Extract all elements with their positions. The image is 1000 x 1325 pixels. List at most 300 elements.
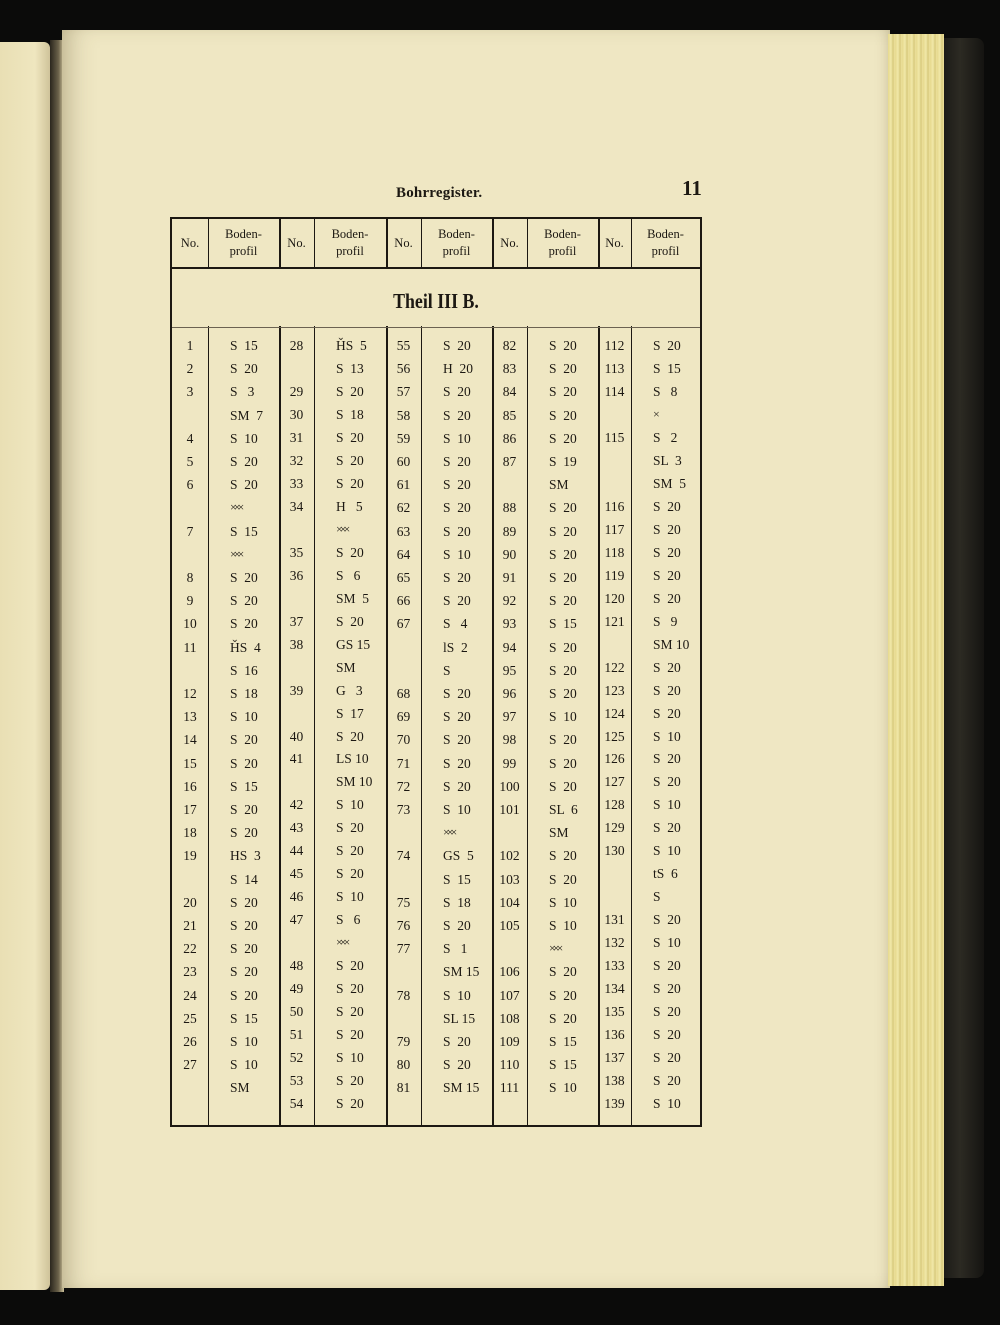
- bore-number: 119: [604, 567, 625, 583]
- bore-number: 63: [396, 523, 411, 539]
- soil-profile: S 1: [443, 941, 468, 957]
- soil-profile: S 10: [230, 709, 258, 725]
- page-number: 11: [682, 176, 702, 200]
- bore-number: 29: [289, 383, 304, 399]
- soil-profile: S 10: [443, 802, 471, 817]
- soil-profile: S 19: [549, 454, 577, 469]
- soil-profile: GS 5: [443, 848, 474, 864]
- soil-profile: S 6: [336, 567, 361, 583]
- header-no: [492, 219, 527, 267]
- bore-number: 115: [604, 429, 625, 445]
- bore-number: 73: [396, 802, 411, 817]
- soil-profile: S 20: [549, 570, 577, 585]
- soil-profile: S 20: [443, 384, 471, 400]
- soil-profile: S 20: [443, 338, 471, 353]
- bore-number: 13: [183, 709, 197, 725]
- bore-number: 37: [289, 613, 304, 629]
- soil-profile: S 20: [336, 1027, 364, 1043]
- soil-profile: S 20: [653, 544, 681, 560]
- soil-profile: SL 6: [549, 802, 578, 817]
- bore-number: 34: [289, 498, 304, 514]
- bore-number: 83: [502, 361, 517, 377]
- bore-number: 81: [396, 1080, 411, 1096]
- bore-number: 26: [183, 1034, 197, 1049]
- soil-profile: S 20: [443, 570, 471, 585]
- bore-number: 43: [289, 820, 304, 836]
- bore-number: 92: [502, 593, 517, 609]
- bore-number: 22: [183, 941, 197, 957]
- soil-profile: S 20: [336, 544, 364, 560]
- bore-number: 31: [289, 429, 304, 445]
- facing-page-edge: [0, 42, 50, 1290]
- bore-number: 61: [396, 477, 411, 493]
- header-profile: [631, 219, 700, 267]
- soil-profile: S 10: [443, 430, 471, 446]
- bore-number: 98: [502, 732, 517, 748]
- header-no: [279, 219, 314, 267]
- soil-profile: S 20: [549, 338, 577, 353]
- soil-profile: S 9: [653, 613, 678, 629]
- bore-number: 131: [604, 912, 625, 928]
- soil-profile: S 20: [230, 941, 258, 957]
- soil-profile: S 20: [549, 523, 577, 539]
- bore-number: 108: [499, 1010, 520, 1026]
- soil-profile: S 20: [230, 477, 258, 493]
- soil-profile: S 20: [443, 407, 471, 423]
- bore-number: 27: [183, 1057, 197, 1073]
- soil-profile: S 20: [443, 454, 471, 469]
- soil-profile: S 20: [653, 751, 681, 767]
- soil-profile: S 20: [443, 709, 471, 725]
- soil-profile: ×××: [336, 521, 348, 536]
- soil-profile: ×××: [443, 825, 455, 840]
- subcolumn-divider: [208, 219, 209, 1125]
- soil-profile: S 20: [443, 755, 471, 771]
- soil-profile: S 18: [230, 686, 258, 701]
- soil-profile: S 20: [653, 338, 681, 353]
- bore-number: 33: [289, 475, 304, 491]
- soil-profile: S 20: [336, 866, 364, 882]
- header-no-label: No.: [394, 235, 413, 250]
- bore-number: 88: [502, 500, 517, 516]
- bore-number: 82: [502, 338, 517, 353]
- soil-profile: S 20: [336, 429, 364, 445]
- bore-number: 94: [502, 639, 517, 655]
- bore-number: 46: [289, 889, 304, 905]
- page-edges: [888, 34, 944, 1286]
- soil-profile: ȞS 5: [336, 338, 367, 353]
- soil-profile: S 20: [549, 755, 577, 771]
- soil-profile: S 20: [653, 1004, 681, 1020]
- soil-profile: S 15: [230, 778, 258, 794]
- soil-profile: S 10: [230, 430, 258, 446]
- soil-profile: S 20: [336, 843, 364, 859]
- bore-number: 90: [502, 546, 517, 562]
- soil-profile: S 20: [653, 567, 681, 583]
- soil-profile: S 20: [230, 454, 258, 469]
- soil-profile: SM 5: [653, 475, 687, 491]
- bore-number: 35: [289, 544, 304, 560]
- bore-number: 54: [289, 1096, 304, 1112]
- bore-number: 104: [499, 894, 520, 910]
- soil-profile: SM 10: [653, 636, 690, 652]
- bore-number: 122: [604, 659, 625, 675]
- bore-number: 52: [289, 1050, 304, 1066]
- bore-number: 102: [499, 848, 520, 864]
- bore-number: 111: [499, 1080, 520, 1096]
- soil-profile: S 20: [653, 498, 681, 514]
- soil-profile: S 20: [336, 820, 364, 836]
- soil-profile: S 10: [653, 797, 681, 813]
- soil-profile: S 20: [336, 981, 364, 997]
- soil-profile: S 20: [336, 728, 364, 744]
- bore-number: 19: [183, 848, 197, 864]
- bore-number: 118: [604, 544, 625, 560]
- bore-number: 45: [289, 866, 304, 882]
- soil-profile: S 15: [230, 523, 258, 539]
- bore-number: 58: [396, 407, 411, 423]
- soil-profile: S 15: [549, 616, 577, 632]
- header-profile: [314, 219, 386, 267]
- section-title: Theil III B.: [393, 289, 479, 313]
- soil-profile: S 20: [443, 593, 471, 609]
- bore-number: 47: [289, 912, 304, 928]
- bore-number: 57: [396, 384, 411, 400]
- bore-number: 85: [502, 407, 517, 423]
- soil-profile: S 20: [653, 590, 681, 606]
- soil-profile: S: [653, 889, 661, 905]
- bore-number: 80: [396, 1057, 411, 1073]
- soil-profile: S 20: [443, 500, 471, 516]
- soil-profile: SM 10: [336, 774, 373, 790]
- bore-number: 10: [183, 616, 197, 632]
- soil-profile: S 10: [549, 894, 577, 910]
- bore-number: 28: [289, 338, 304, 353]
- soil-profile: S 20: [230, 894, 258, 910]
- soil-profile: S 8: [653, 383, 678, 399]
- soil-profile: ×××: [230, 546, 242, 561]
- soil-profile: S 20: [549, 430, 577, 446]
- bore-number: 123: [604, 682, 625, 698]
- soil-profile: SM: [549, 825, 569, 841]
- bore-number: 93: [502, 616, 517, 632]
- soil-profile: ×××: [336, 935, 348, 950]
- bore-number: 71: [396, 755, 411, 771]
- bore-number: 18: [183, 825, 197, 841]
- bore-number: 95: [502, 662, 517, 678]
- bore-number: 91: [502, 570, 517, 585]
- book-cover: [944, 38, 984, 1278]
- soil-profile: S 10: [653, 843, 681, 859]
- bore-number: 67: [396, 616, 411, 632]
- bore-number: 117: [604, 521, 625, 537]
- bore-number: 124: [604, 705, 625, 721]
- bore-number: 24: [183, 987, 197, 1003]
- soil-profile: S 20: [336, 475, 364, 491]
- bore-number: 126: [604, 751, 625, 767]
- soil-profile: S 20: [230, 918, 258, 933]
- soil-profile: SM 5: [336, 590, 370, 606]
- bore-number: 87: [502, 454, 517, 469]
- soil-profile: S 20: [653, 521, 681, 537]
- bore-number: 103: [499, 871, 520, 887]
- bore-number: 59: [396, 430, 411, 446]
- soil-profile: S 20: [549, 732, 577, 748]
- bore-number: 42: [289, 797, 304, 813]
- soil-profile: G 3: [336, 682, 363, 698]
- soil-profile: S 15: [230, 1010, 258, 1026]
- soil-profile: S 20: [653, 1073, 681, 1089]
- bore-number: 110: [499, 1057, 520, 1073]
- soil-profile: S 20: [230, 825, 258, 841]
- soil-profile: H 20: [443, 361, 473, 377]
- header-no-label: No.: [180, 235, 200, 250]
- soil-profile: S 10: [549, 918, 577, 933]
- subcolumn-divider: [314, 219, 315, 1125]
- soil-profile: GS 15: [336, 636, 371, 652]
- bore-number: 136: [604, 1027, 625, 1043]
- bore-number: 120: [604, 590, 625, 606]
- bore-number: 100: [499, 778, 520, 794]
- soil-profile: S 20: [230, 964, 258, 980]
- bore-number: 51: [289, 1027, 304, 1043]
- soil-profile: S 20: [549, 987, 577, 1003]
- soil-profile: S 20: [653, 682, 681, 698]
- soil-profile: ×: [653, 406, 657, 421]
- bore-number: 40: [289, 728, 304, 744]
- soil-profile: SM: [549, 477, 569, 493]
- soil-profile: S 20: [653, 958, 681, 974]
- soil-profile: ×××: [549, 941, 561, 956]
- bore-number: 62: [396, 500, 411, 516]
- soil-profile: S 20: [443, 918, 471, 933]
- bore-number: 129: [604, 820, 625, 836]
- soil-profile: S 20: [549, 848, 577, 864]
- soil-profile: S 18: [336, 406, 364, 422]
- header-profile: [527, 219, 598, 267]
- soil-profile: S 20: [549, 500, 577, 516]
- bore-number: 9: [186, 593, 194, 609]
- soil-profile: S 20: [336, 1073, 364, 1089]
- bore-number: 96: [502, 686, 517, 701]
- bore-number: 68: [396, 686, 411, 701]
- soil-profile: S 20: [653, 705, 681, 721]
- subcolumn-divider: [527, 219, 528, 1125]
- header-no-label: No.: [500, 235, 519, 250]
- bore-number: 106: [499, 964, 520, 980]
- soil-profile: S 20: [549, 593, 577, 609]
- soil-profile: SM: [336, 659, 356, 675]
- bore-number: 12: [183, 686, 197, 701]
- bore-number: 50: [289, 1004, 304, 1020]
- bore-number: 1: [186, 338, 194, 353]
- soil-profile: S 20: [230, 616, 258, 632]
- soil-profile: S 20: [336, 1004, 364, 1020]
- bore-number: 78: [396, 987, 411, 1003]
- soil-profile: tS 6: [653, 866, 678, 882]
- soil-profile: S 20: [653, 912, 681, 928]
- soil-profile: S 20: [230, 361, 258, 377]
- running-head: Bohrregister.: [396, 185, 483, 201]
- bore-number: 128: [604, 797, 625, 813]
- soil-profile: S 2: [653, 429, 678, 445]
- soil-profile: S 20: [443, 1034, 471, 1049]
- bore-number: 77: [396, 941, 411, 957]
- soil-profile: S 10: [653, 728, 681, 744]
- soil-profile: S 10: [443, 546, 471, 562]
- bore-number: 79: [396, 1034, 411, 1049]
- bore-number: 5: [186, 454, 194, 469]
- soil-profile: S 20: [653, 659, 681, 675]
- bore-number: 66: [396, 593, 411, 609]
- soil-profile: S 20: [443, 523, 471, 539]
- soil-profile: S 14: [230, 871, 258, 887]
- bore-number: 134: [604, 981, 625, 997]
- soil-profile: S 10: [230, 1034, 258, 1049]
- soil-profile: S 16: [230, 662, 258, 678]
- header-no: [598, 219, 631, 267]
- bore-number: 72: [396, 778, 411, 794]
- soil-profile: S 20: [230, 755, 258, 771]
- soil-profile: S 20: [443, 477, 471, 493]
- bore-number: 23: [183, 964, 197, 980]
- soil-profile: S 3: [230, 384, 255, 400]
- soil-profile: S 20: [549, 407, 577, 423]
- bore-number: 2: [186, 361, 194, 377]
- bore-number: 32: [289, 452, 304, 468]
- soil-profile: S 20: [336, 958, 364, 974]
- soil-profile: SM 7: [230, 407, 264, 423]
- header-profile: [208, 219, 279, 267]
- soil-profile: SM: [230, 1080, 250, 1096]
- bore-number: 7: [186, 523, 194, 539]
- header-profile-label: Boden- profil: [544, 227, 581, 258]
- header-no: [386, 219, 421, 267]
- bore-number: 101: [499, 802, 520, 817]
- bore-number: 70: [396, 732, 411, 748]
- bore-number: 99: [502, 755, 517, 771]
- bore-number: 69: [396, 709, 411, 725]
- bore-number: 74: [396, 848, 411, 864]
- soil-profile: S 20: [230, 570, 258, 585]
- header-profile: [421, 219, 492, 267]
- bore-number: 65: [396, 570, 411, 585]
- bore-number: 56: [396, 361, 411, 377]
- soil-profile: S 20: [549, 361, 577, 377]
- bore-number: 125: [604, 728, 625, 744]
- soil-profile: S 20: [549, 871, 577, 887]
- bore-number: 127: [604, 774, 625, 790]
- soil-profile: S 20: [549, 686, 577, 701]
- soil-profile: SL 3: [653, 452, 682, 468]
- soil-profile: SL 15: [443, 1010, 476, 1026]
- soil-profile: S 10: [549, 709, 577, 725]
- bore-number: 84: [502, 384, 517, 400]
- bore-number: 41: [289, 751, 304, 767]
- bore-number: 75: [396, 894, 411, 910]
- bore-number: 130: [604, 843, 625, 859]
- soil-profile: S 15: [549, 1057, 577, 1073]
- soil-profile: S 20: [653, 1027, 681, 1043]
- header-profile-label: Boden- profil: [647, 227, 684, 258]
- soil-profile: S 20: [653, 981, 681, 997]
- bore-number: 4: [186, 430, 194, 446]
- bore-number: 38: [289, 636, 304, 652]
- soil-profile: S 20: [549, 384, 577, 400]
- soil-profile: S 20: [336, 613, 364, 629]
- soil-profile: S 20: [549, 662, 577, 678]
- bore-number: 105: [499, 918, 520, 933]
- bore-number: 25: [183, 1010, 197, 1026]
- soil-profile: S 20: [653, 820, 681, 836]
- header-profile-label: Boden- profil: [438, 227, 475, 258]
- bore-number: 76: [396, 918, 411, 933]
- soil-profile: S 10: [336, 1050, 364, 1066]
- bore-number: 86: [502, 430, 517, 446]
- bore-number: 53: [289, 1073, 304, 1089]
- bore-number: 36: [289, 567, 304, 583]
- bore-number: 89: [502, 523, 517, 539]
- bore-register-table: [170, 217, 702, 1127]
- bore-number: 20: [183, 894, 197, 910]
- soil-profile: HS 3: [230, 848, 261, 864]
- soil-profile: S 15: [230, 338, 258, 353]
- soil-profile: S 20: [653, 774, 681, 790]
- bore-number: 107: [499, 987, 520, 1003]
- soil-profile: S 20: [549, 964, 577, 980]
- bore-number: 16: [183, 778, 197, 794]
- soil-profile: S 15: [549, 1034, 577, 1049]
- bore-number: 17: [183, 802, 197, 817]
- soil-profile: S 10: [336, 797, 364, 813]
- soil-profile: S 20: [549, 546, 577, 562]
- soil-profile: S: [443, 662, 451, 678]
- bore-number: 21: [183, 918, 197, 933]
- bore-number: 112: [604, 338, 625, 353]
- bore-number: 55: [396, 338, 411, 353]
- soil-profile: ×××: [230, 500, 242, 515]
- header-no-label: No.: [287, 235, 306, 250]
- soil-profile: ȞS 4: [230, 639, 261, 655]
- soil-profile: S 15: [443, 871, 471, 887]
- soil-profile: lS 2: [443, 639, 468, 655]
- soil-profile: S 18: [443, 894, 471, 910]
- bore-number: 121: [604, 613, 625, 629]
- bore-number: 97: [502, 709, 517, 725]
- bore-number: 114: [604, 383, 625, 399]
- soil-profile: S 10: [443, 987, 471, 1003]
- soil-profile: SM 15: [443, 1080, 480, 1096]
- soil-profile: S 20: [443, 778, 471, 794]
- bore-number: 113: [604, 360, 625, 376]
- bore-number: 11: [183, 639, 197, 655]
- soil-profile: S 15: [653, 360, 681, 376]
- soil-profile: S 20: [549, 639, 577, 655]
- soil-profile: S 20: [443, 732, 471, 748]
- soil-profile: SM 15: [443, 964, 480, 980]
- soil-profile: S 20: [336, 452, 364, 468]
- soil-profile: S 4: [443, 616, 468, 632]
- header-profile-label: Boden- profil: [225, 227, 262, 258]
- bore-number: 133: [604, 958, 625, 974]
- soil-profile: S 20: [653, 1050, 681, 1066]
- soil-profile: S 10: [230, 1057, 258, 1073]
- bore-number: 48: [289, 958, 304, 974]
- soil-profile: S 10: [549, 1080, 577, 1096]
- bore-number: 135: [604, 1004, 625, 1020]
- subcolumn-divider: [421, 219, 422, 1125]
- bore-number: 39: [289, 682, 304, 698]
